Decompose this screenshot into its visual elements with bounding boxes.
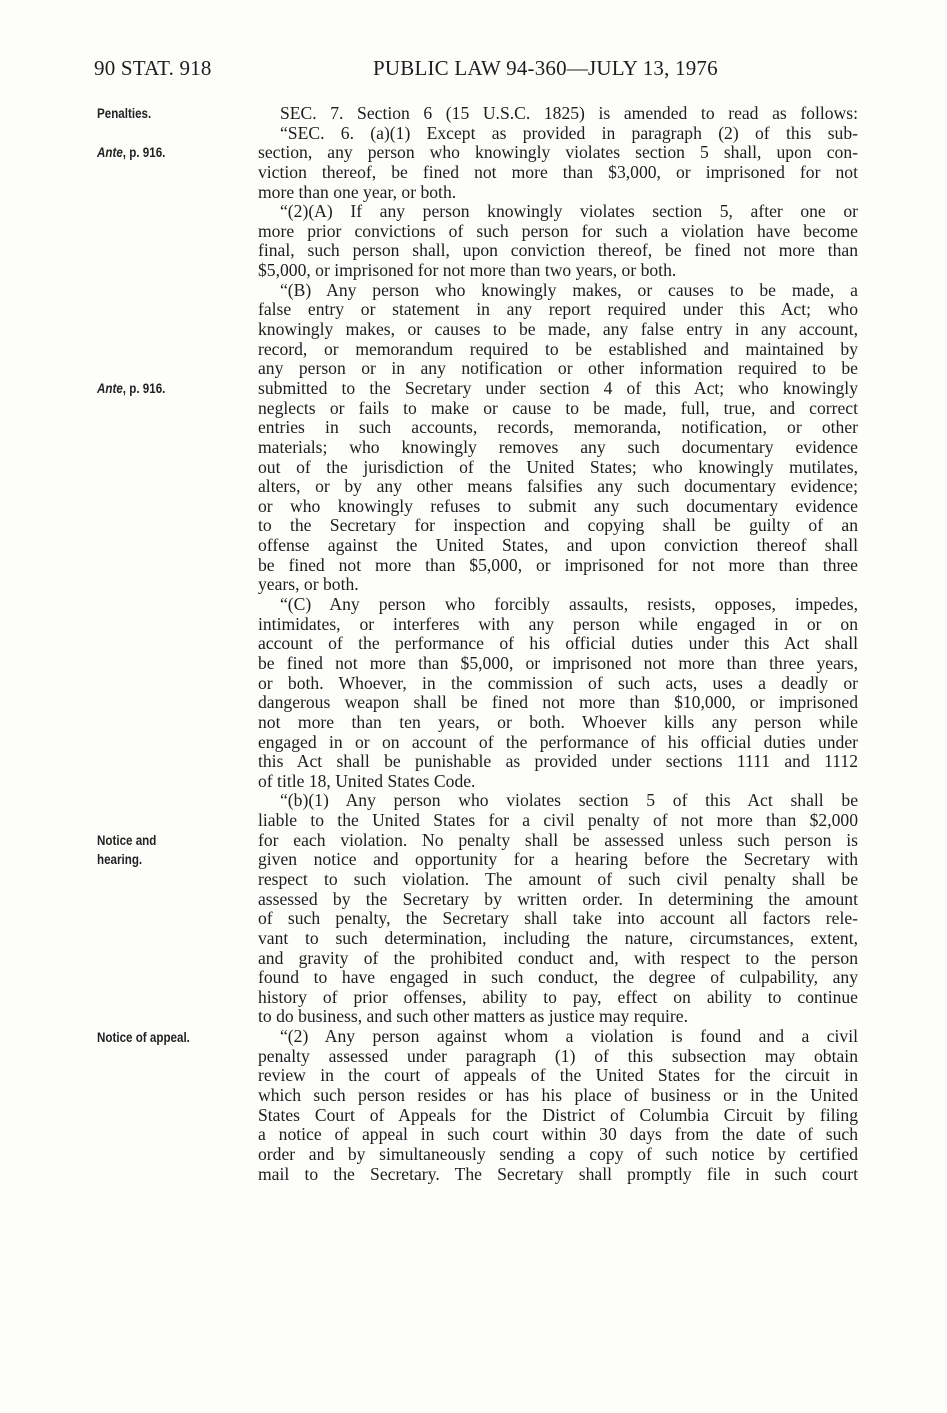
text-line-content: engaged in or on account of the performance of his official duties under (258, 731, 858, 752)
text-line (258, 300, 858, 320)
text-line-content: SEC. 7. Section 6 (15 U.S.C. 1825) is amended to read as follows: (280, 103, 858, 123)
text-line (258, 1027, 858, 1047)
text-line (258, 811, 858, 831)
text-line (258, 418, 858, 438)
text-line (258, 379, 858, 399)
text-line-content: vant to such determination, including the nature, circumstances, extent, (258, 927, 858, 948)
text-line-content: “(B) Any person who knowingly makes, or causes to be made, a (280, 279, 858, 300)
text-line-content: materials; who knowingly removes any such documentary evidence (258, 436, 858, 457)
text-line-content: viction thereof, be fined not more than $3,000, or imprisoned for not (258, 161, 858, 182)
text-line (258, 674, 858, 694)
text-line-content: any person or in any notification or other information required to be (258, 358, 858, 379)
text-line-content: mail to the Secretary. The Secretary shall promptly file in such court (258, 1163, 858, 1184)
running-header: PUBLIC LAW 94-360—JULY 13, 1976 (373, 56, 718, 80)
text-line-content: or who knowingly refuses to submit any such documentary evidence (258, 495, 858, 516)
text-line (258, 556, 858, 576)
text-line-content: neglects or fails to make or cause to be made, full, true, and correct (258, 397, 858, 418)
text-line (258, 575, 858, 595)
text-line-content: intimidates, or interferes with any person while engaged in or on (258, 613, 858, 634)
text-line-content: false entry or statement in any report required under this Act; who (258, 299, 858, 320)
margin-note-notice-hearing: Notice and hearing. (97, 833, 157, 867)
text-line-content: knowingly makes, or causes to be made, any false entry in any account, (258, 319, 858, 340)
text-line (258, 909, 858, 929)
text-line-content: “SEC. 6. (a)(1) Except as provided in paragraph (2) of this sub- (280, 122, 858, 143)
text-line-content: dangerous weapon shall be fined not more than $10,000, or imprisoned (258, 692, 858, 713)
text-line (258, 615, 858, 635)
text-line (258, 202, 858, 222)
margin-note-penalties: Penalties. (97, 106, 152, 121)
text-line-content: to do business, and such other matters as justice may require. (258, 1006, 688, 1027)
text-line (258, 634, 858, 654)
text-line (258, 693, 858, 713)
text-line-content: and gravity of the prohibited conduct and, with respect to the person (258, 947, 858, 968)
text-line (258, 536, 858, 556)
text-line-content: entries in such accounts, records, memoranda, notification, or other (258, 417, 858, 438)
text-line-content: final, such person shall, upon conviction thereof, be fined not more than (258, 240, 858, 261)
text-line-content: found to have engaged in such conduct, the degree of culpability, any (258, 967, 858, 988)
text-line (258, 752, 858, 772)
text-line (258, 241, 858, 261)
text-line-content: of title 18, United States Code. (258, 770, 476, 791)
text-line-content: out of the jurisdiction of the United States; who knowingly mutilates, (258, 456, 858, 477)
text-line-content: section, any person who knowingly violates section 5 shall, upon con- (258, 142, 858, 163)
text-line (258, 595, 858, 615)
margin-note-notice-appeal: Notice of appeal. (97, 1029, 190, 1045)
text-line (258, 124, 858, 144)
text-line (258, 791, 858, 811)
statute-body-text (258, 104, 858, 1184)
text-line (258, 438, 858, 458)
text-line (258, 1106, 858, 1126)
text-line (258, 733, 858, 753)
text-line-content: States Court of Appeals for the District of Columbia Circuit by filing (258, 1104, 858, 1125)
text-line-content: be fined not more than $5,000, or imprisoned for not more than three (258, 554, 858, 575)
text-line (258, 1066, 858, 1086)
text-line (258, 477, 858, 497)
text-line-content: a notice of appeal in such court within 30 days from the date of such (258, 1124, 858, 1145)
text-line-content: liable to the United States for a civil penalty of not more than $2,000 (258, 810, 858, 831)
text-line (258, 359, 858, 379)
text-line-content: given notice and opportunity for a hearing before the Secretary with (258, 849, 858, 870)
text-line (258, 340, 858, 360)
text-line-content: submitted to the Secretary under section 4 of this Act; who knowingly (258, 377, 858, 398)
text-line (258, 870, 858, 890)
text-line-content: respect to such violation. The amount of such civil penalty shall be (258, 868, 858, 889)
text-line-content: order and by simultaneously sending a copy of such notice by certified (258, 1143, 858, 1164)
text-line-content: “(b)(1) Any person who violates section 5 of this Act shall be (280, 790, 858, 811)
text-line (258, 654, 858, 674)
text-line (258, 1165, 858, 1185)
text-line (258, 163, 858, 183)
text-line-content: history of prior offenses, ability to pay, effect on ability to continue (258, 986, 858, 1007)
text-line (258, 949, 858, 969)
ante-italic: Ante (97, 381, 123, 397)
text-line (258, 1145, 858, 1165)
text-line (258, 1047, 858, 1067)
text-line-content: account of the performance of his official duties under this Act shall (258, 633, 858, 654)
text-line-content: be fined not more than $5,000, or imprisoned not more than three years, (258, 652, 858, 673)
text-line (258, 929, 858, 949)
text-line (258, 890, 858, 910)
text-line (258, 713, 858, 733)
margin-note-ante-1: Ante, p. 916. (97, 145, 166, 161)
text-line-content: to the Secretary for inspection and copying shall be guilty of an (258, 515, 858, 536)
text-line (258, 222, 858, 242)
text-line-content: assessed by the Secretary by written order. In determining the amount (258, 888, 858, 909)
text-line-content: this Act shall be punishable as provided under sections 1111 and 1112 (258, 751, 858, 772)
text-line-content: record, or memorandum required to be established and maintained by (258, 338, 858, 359)
text-line (258, 320, 858, 340)
ante-italic: Ante (97, 145, 123, 161)
text-line (258, 183, 858, 203)
text-line (258, 281, 858, 301)
text-line (258, 988, 858, 1008)
text-line (258, 850, 858, 870)
text-line (258, 968, 858, 988)
text-line-content: $5,000, or imprisoned for not more than two years, or both. (258, 260, 677, 281)
text-line (258, 104, 858, 124)
text-line-content: or both. Whoever, in the commission of such acts, uses a deadly or (258, 672, 858, 693)
text-line (258, 261, 858, 281)
text-line-content: not more than ten years, or both. Whoever kills any person while (258, 711, 858, 732)
margin-note-ante-2: Ante, p. 916. (97, 381, 166, 397)
text-line-content: alters, or by any other means falsifies any such documentary evidence; (258, 476, 858, 497)
text-line (258, 1007, 858, 1027)
text-line (258, 831, 858, 851)
text-line (258, 399, 858, 419)
text-line-content: for each violation. No penalty shall be assessed unless such person is (258, 829, 858, 850)
text-line-content: more prior convictions of such person for such a violation have become (258, 220, 858, 241)
text-line-content: review in the court of appeals of the United States for the circuit in (258, 1065, 858, 1086)
text-line (258, 772, 858, 792)
statute-page-number: 90 STAT. 918 (94, 56, 212, 80)
text-line-content: years, or both. (258, 574, 359, 595)
text-line-content: penalty assessed under paragraph (1) of this subsection may obtain (258, 1045, 858, 1066)
text-line-content: “(2)(A) If any person knowingly violates section 5, after one or (280, 201, 858, 222)
text-line (258, 516, 858, 536)
text-line (258, 1125, 858, 1145)
text-line-content: of such penalty, the Secretary shall take into account all factors rele- (258, 908, 858, 929)
text-line-content: offense against the United States, and upon conviction thereof shall (258, 535, 858, 556)
text-line (258, 497, 858, 517)
text-line-content: which such person resides or has his place of business or in the United (258, 1085, 858, 1106)
text-line (258, 458, 858, 478)
text-line (258, 143, 858, 163)
text-line-content: “(C) Any person who forcibly assaults, resists, opposes, impedes, (280, 594, 858, 615)
text-line-content: “(2) Any person against whom a violation is found and a civil (280, 1026, 858, 1047)
text-line (258, 1086, 858, 1106)
text-line-content: more than one year, or both. (258, 181, 457, 202)
